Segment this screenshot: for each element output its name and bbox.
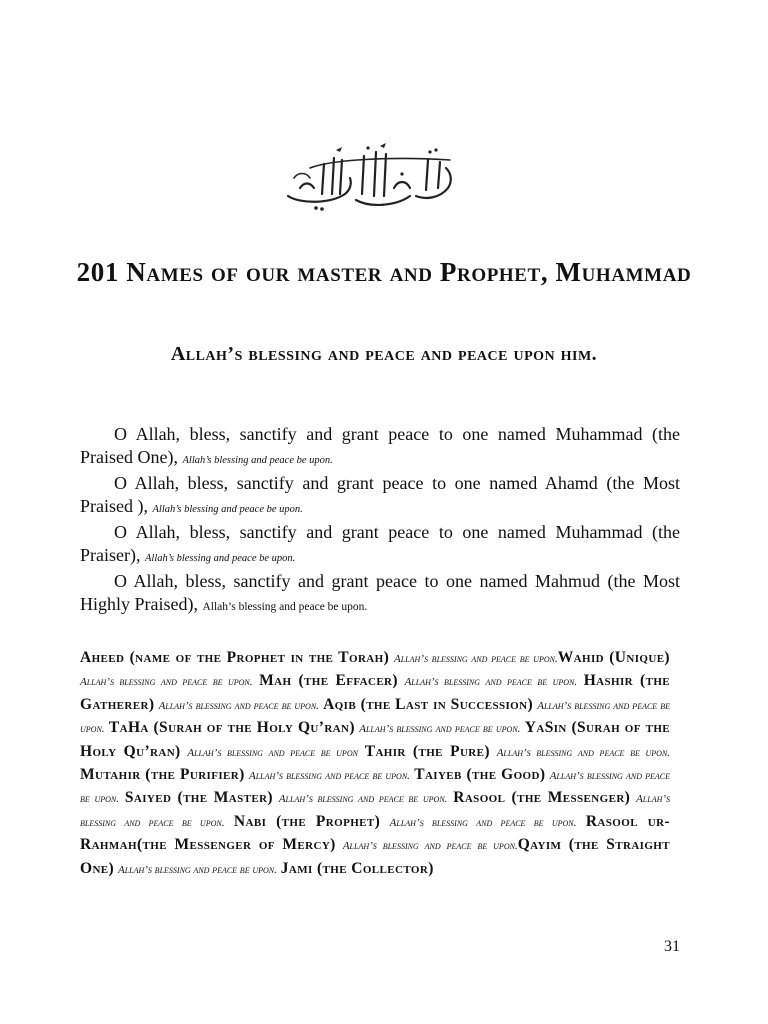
name-blessing: Allah’s blessing and peace be upon. (342, 840, 518, 853)
prayer-text: O Allah, bless, sanctify and grant peace to one named Mahmud (the Most Highly Praised), (80, 571, 680, 614)
prayer-paragraph (80, 472, 680, 521)
name-blessing: Allah’s blessing and peace be upon. (394, 653, 558, 665)
blessing-text: Allah’s blessing and peace be upon. (182, 455, 333, 466)
prophet-name: Nabi (the Prophet) (233, 812, 381, 830)
name-blessing: Allah’s blessing and peace be upon. (404, 676, 578, 689)
name-blessing: Allah’s blessing and peace be upon. (496, 746, 671, 759)
prayer-paragraph (80, 423, 680, 472)
prophet-name: Rasool ur-Rahmah(the Messenger of Mercy) (80, 812, 671, 854)
prophet-name: Hashir (the Gatherer) (80, 672, 671, 713)
page-subtitle: Allah’s blessing and peace and peace upon him. (170, 343, 598, 365)
prophet-name: Mutahir (the Purifier) (80, 766, 245, 784)
prayer-section (80, 423, 680, 619)
prayer-text: O Allah, bless, sanctify and grant peace to one named Ahamd (the Most Praised ), (80, 473, 680, 516)
bismillah-calligraphy-image (270, 138, 470, 218)
name-blessing: Allah’s blessing and peace be upon. (248, 770, 410, 783)
prayer-text: O Allah, bless, sanctify and grant peace to one named Muhammad (the Praiser), (80, 522, 680, 565)
name-blessing: Allah’s blessing and peace be upon. (158, 699, 319, 712)
bismillah-calligraphy (270, 138, 470, 218)
page-number: 31 (664, 938, 680, 955)
name-blessing: Allah’s blessing and peace be upon. (389, 816, 577, 829)
page-title: 201 Names of our master and Prophet, Muhammad (76, 257, 692, 287)
prophet-name: TaHa (Surah of the Holy Qu’ran) (108, 719, 355, 737)
blessing-text: Allah’s blessing and peace be upon. (152, 504, 303, 515)
names-list (80, 647, 670, 881)
prayer-text: O Allah, bless, sanctify and grant peace to one named Muhammad (the Praised One), (80, 424, 680, 467)
blessing-text: Allah’s blessing and peace be upon. (202, 601, 368, 613)
prophet-name: Wahid (Unique) (557, 649, 670, 666)
prayer-paragraph (80, 570, 680, 619)
prophet-name: Aqib (the Last in Succession) (323, 695, 534, 713)
name-blessing: Allah’s blessing and peace be upon. (80, 676, 253, 689)
prophet-name: Aheed (name of the Prophet in the Torah) (80, 649, 390, 666)
prophet-name: Mah (the Effacer) (259, 672, 398, 690)
name-blessing: Allah’s blessing and peace be upon. (278, 793, 448, 806)
prophet-name: Rasool (the Messenger) (453, 789, 631, 807)
name-blessing: Allah’s blessing and peace be upon. (80, 699, 671, 736)
prophet-name: Saiyed (the Master) (124, 789, 273, 807)
prophet-name: Qayim (the Straight One) (80, 836, 670, 877)
name-blessing: Allah’s blessing and peace be upon. (80, 770, 671, 806)
name-blessing: Allah’s blessing and peace be upon. (359, 723, 521, 736)
prophet-name: YaSin (Surah of the Holy Qu’ran) (80, 719, 671, 760)
prophet-name: Tahir (the Pure) (364, 742, 490, 760)
prophet-name: Jami (the Collector) (280, 859, 434, 877)
prophet-name: Taiyeb (the Good) (414, 766, 546, 784)
name-blessing: Allah’s blessing and peace be upon. (117, 863, 277, 876)
name-blessing: Allah’s blessing and peace be upon. (80, 793, 671, 829)
name-blessing: Allah’s blessing and peace be upon (187, 746, 358, 759)
prayer-paragraph (80, 521, 680, 570)
blessing-text: Allah’s blessing and peace be upon. (144, 553, 296, 564)
